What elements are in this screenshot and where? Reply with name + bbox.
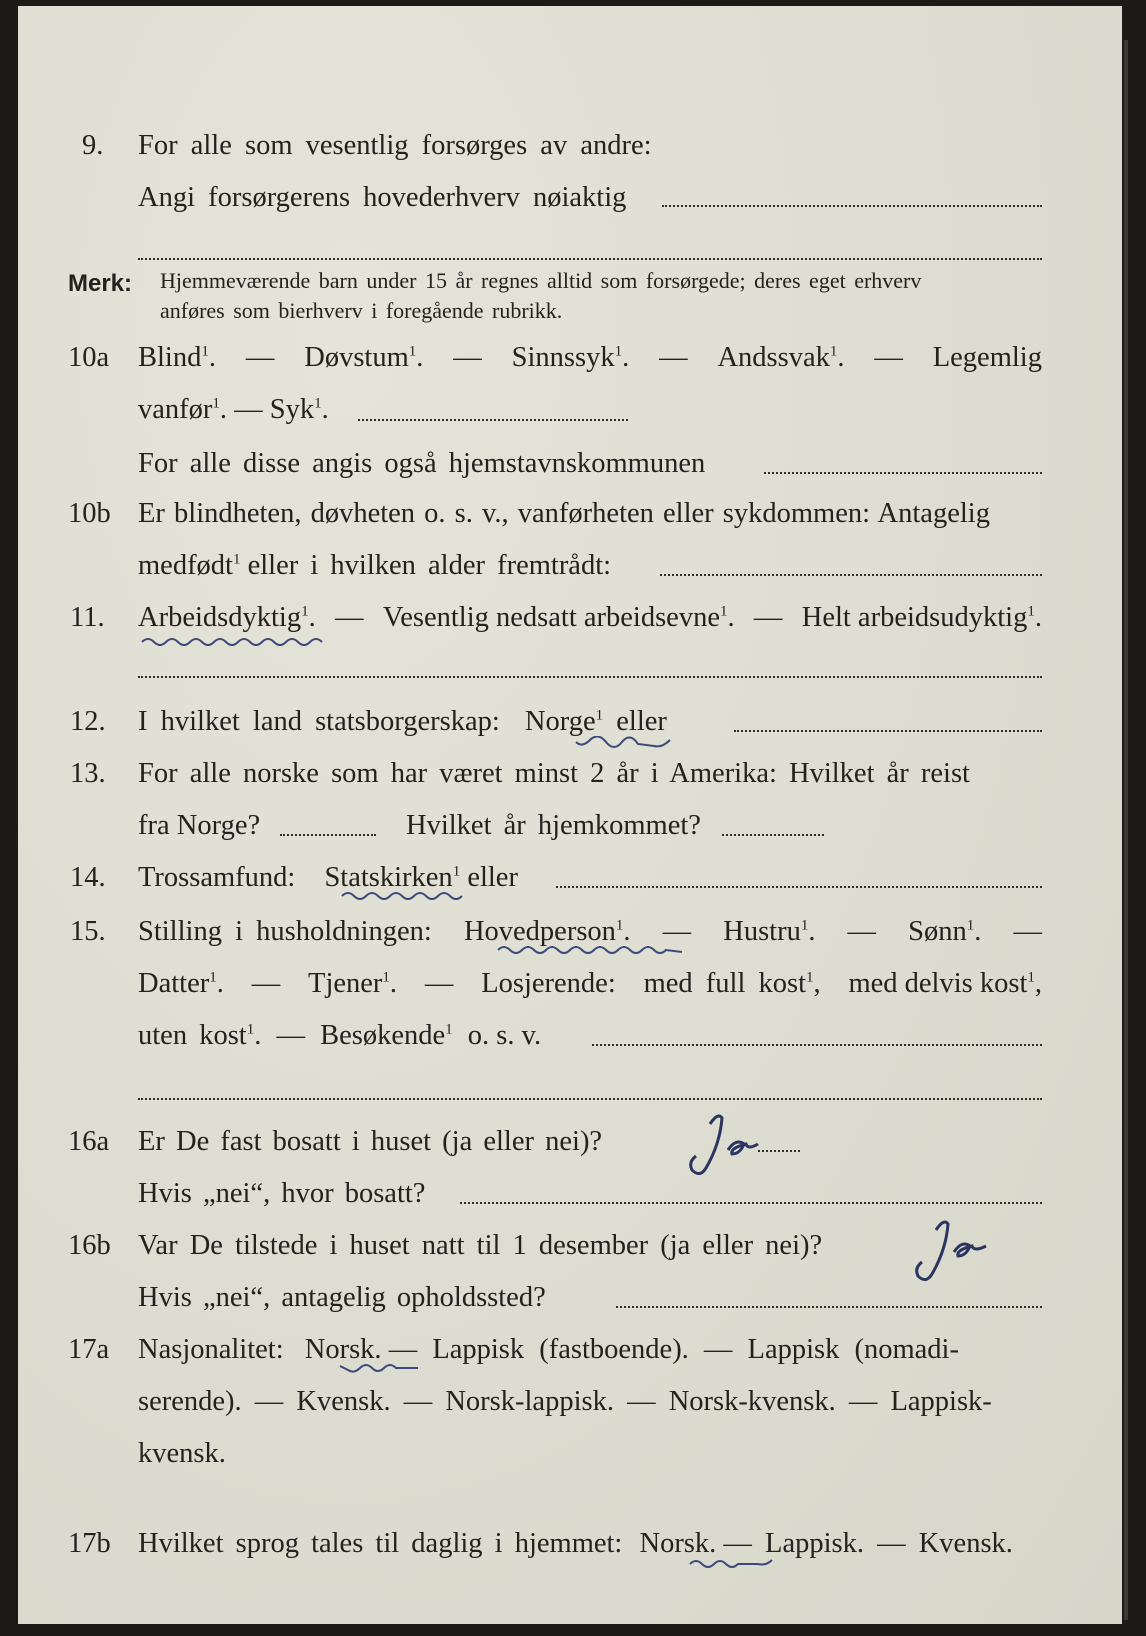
handwritten-underline-norsk-17b: [688, 1556, 778, 1570]
answer-line-16a-1[interactable]: [758, 1150, 800, 1152]
option-norge[interactable]: Norge: [524, 706, 596, 737]
question-9-text: For alle som vesentlig forsørges av andre:: [138, 130, 652, 161]
handwritten-underline-norge: [574, 736, 674, 750]
question-17a-number: 17a: [68, 1334, 110, 1365]
option-arbeidsudyktig[interactable]: Helt arbeidsudyktig: [801, 602, 1028, 633]
handwritten-underline-statskirken: [340, 890, 470, 902]
question-17a-line1: Nasjonalitet: Norsk. — Lappisk (fastboende). — Lappisk (nomadi-: [138, 1334, 959, 1365]
question-12-number: 12.: [70, 706, 106, 737]
option-uten-kost[interactable]: uten kost: [138, 1020, 247, 1051]
question-13-line2a: fra Norge?: [138, 810, 261, 841]
question-14-number: 14.: [70, 862, 106, 893]
question-17a-line2: serende). — Kvensk. — Norsk-lappisk. — Norsk-kvensk. — Lappisk-: [138, 1386, 992, 1417]
option-tjener[interactable]: Tjener: [308, 968, 383, 999]
handwritten-underline-norsk-17a: [338, 1362, 428, 1374]
question-9-subtext: Angi forsørgerens hovederhverv nøiaktig: [138, 182, 627, 213]
option-andssvak[interactable]: Andssvak: [717, 342, 830, 373]
note-label: Merk:: [68, 270, 133, 297]
answer-line-9a[interactable]: [662, 205, 1042, 207]
answer-line-13-reist[interactable]: [280, 834, 376, 836]
answer-line-14[interactable]: [556, 886, 1042, 888]
answer-line-16a-2[interactable]: [460, 1202, 1042, 1204]
question-16a-number: 16a: [68, 1126, 110, 1157]
question-13-number: 13.: [70, 758, 106, 789]
question-17b-text: Hvilket sprog tales til daglig i hjemmet: Norsk. — Lappisk. — Kvensk.: [138, 1528, 1013, 1559]
question-13-text: For alle norske som har været minst 2 år i Amerika: Hvilket år reist: [138, 758, 970, 789]
option-statskirken[interactable]: Statskirken: [324, 862, 453, 893]
question-16b-text: Var De tilstede i huset natt til 1 desember (ja eller nei)?: [138, 1230, 823, 1261]
question-16a-text: Er De fast bosatt i huset (ja eller nei)?: [138, 1126, 603, 1157]
answer-line-9b[interactable]: [138, 258, 1042, 260]
answer-line-10a-1[interactable]: [358, 419, 628, 421]
answer-line-15b[interactable]: [138, 1098, 1042, 1100]
option-medfodt[interactable]: medfødt: [138, 550, 233, 581]
question-9-number: 9.: [82, 130, 104, 161]
option-sonn[interactable]: Sønn: [908, 916, 967, 947]
handwritten-answer-16b: [896, 1212, 1006, 1292]
handwritten-underline-hovedperson: [496, 944, 686, 956]
question-16b-line2: Hvis „nei“, antagelig opholdssted?: [138, 1282, 546, 1313]
answer-line-11[interactable]: [138, 676, 1042, 678]
option-blind[interactable]: Blind: [138, 342, 202, 373]
option-legemlig[interactable]: Legemlig: [932, 342, 1042, 373]
option-full-kost[interactable]: med full kost: [643, 968, 806, 999]
answer-line-13-hjemkommet[interactable]: [722, 834, 824, 836]
question-10b-text: Er blindheten, døvheten o. s. v., vanførheten eller sykdommen: Antagelig: [138, 498, 990, 529]
handwritten-underline-arbeidsdyktig: [140, 636, 340, 648]
option-norsk-sprog[interactable]: Norsk.: [639, 1528, 717, 1559]
answer-line-12[interactable]: [734, 730, 1042, 732]
option-sinnssyk[interactable]: Sinnssyk: [511, 342, 615, 373]
answer-line-10a-2[interactable]: [764, 472, 1042, 474]
option-norsk-nasjonalitet[interactable]: Norsk.: [304, 1334, 382, 1365]
question-17a-line3: kvensk.: [138, 1438, 226, 1469]
option-nedsatt-arbeidsevne[interactable]: Vesentlig nedsatt arbeidsevne: [382, 602, 720, 633]
question-15-line1: Stilling i husholdningen: Hovedperson$^1$. — Hustru$^1$. — Sønn$^1$. —: [138, 916, 1042, 947]
page-edge-shadow: [1124, 40, 1128, 1620]
question-10b-line2: medfødt$^1$ eller i hvilken alder fremtrådt:: [138, 550, 612, 581]
question-11-number: 11.: [70, 602, 105, 633]
question-10b-number: 10b: [68, 498, 111, 529]
option-datter[interactable]: Datter: [138, 968, 210, 999]
handwritten-answer-16a: [670, 1104, 770, 1184]
question-15-line3: uten kost$^1$. — Besøkende$^1$ o. s. v.: [138, 1020, 542, 1051]
note-line-2: anføres som bierhverv i foregående rubrikk.: [160, 298, 563, 323]
question-10a-options: Blind$^1$. — Døvstum$^1$. — Sinnssyk$^1$. — Andssvak$^1$. — Legemlig: [138, 342, 1042, 373]
question-14-text: Trossamfund: Statskirken$^1$ eller: [138, 862, 518, 893]
question-12-text: I hvilket land statsborgerskap: Norge$^1$ eller: [138, 706, 667, 737]
option-delvis-kost[interactable]: med delvis kost: [848, 968, 1028, 999]
question-10a-line2: vanfør$^1$. — Syk$^1$.: [138, 394, 329, 425]
option-hustru[interactable]: Hustru: [723, 916, 801, 947]
note-line-1: Hjemmeværende barn under 15 år regnes alltid som forsørgede; deres eget erhverv: [160, 268, 922, 293]
answer-line-10b[interactable]: [660, 574, 1042, 576]
question-11-options: Arbeidsdyktig$^1$. — Vesentlig nedsatt arbeidsevne$^1$. — Helt arbeidsudyktig$^1$.: [138, 602, 1042, 633]
answer-line-15a[interactable]: [592, 1044, 1042, 1046]
question-16a-line2: Hvis „nei“, hvor bosatt?: [138, 1178, 426, 1209]
answer-line-16b[interactable]: [616, 1306, 1042, 1308]
option-syk[interactable]: Syk: [269, 394, 315, 425]
option-hovedperson[interactable]: Hovedperson: [463, 916, 616, 947]
question-13-line2b: Hvilket år hjemkommet?: [406, 810, 701, 841]
question-10a-line3: For alle disse angis også hjemstavnskommunen: [138, 448, 706, 479]
option-vanfor[interactable]: vanfør: [138, 394, 213, 425]
question-10a-number: 10a: [68, 342, 110, 373]
question-17b-number: 17b: [68, 1528, 111, 1559]
option-besokende[interactable]: Besøkende: [320, 1020, 446, 1051]
question-16b-number: 16b: [68, 1230, 111, 1261]
question-15-line2: Datter$^1$. — Tjener$^1$. — Losjerende: med full kost$^1$, med delvis kost$^1$,: [138, 968, 1042, 999]
option-dovstum[interactable]: Døvstum: [304, 342, 409, 373]
option-arbeidsdyktig[interactable]: Arbeidsdyktig: [138, 602, 302, 633]
question-15-number: 15.: [70, 916, 106, 947]
